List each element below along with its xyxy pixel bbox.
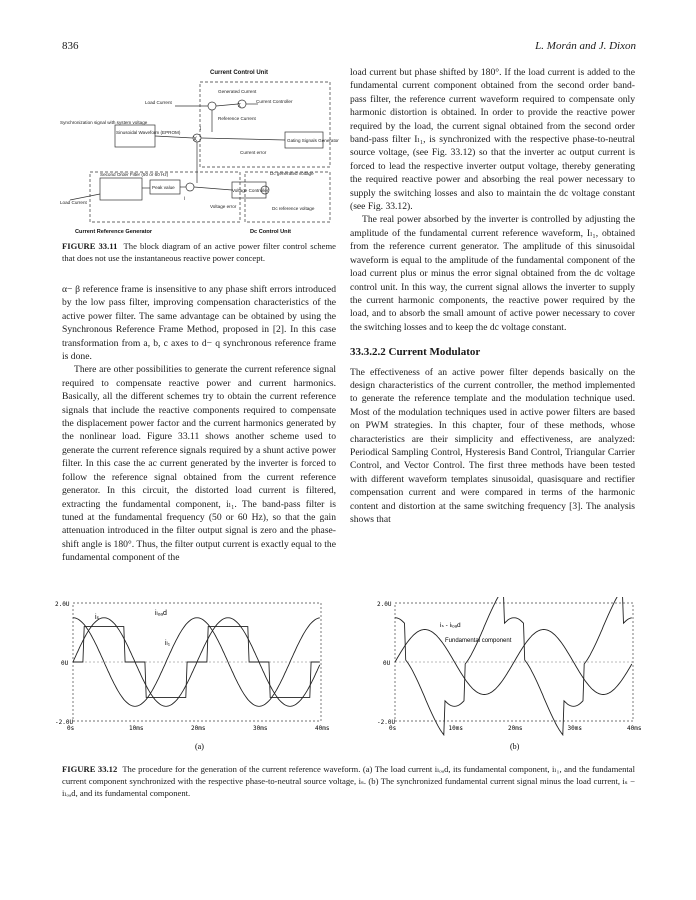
fig11-x: X — [193, 137, 198, 143]
page-number: 836 — [62, 40, 79, 52]
plot-a-ymin: -2.0U — [55, 719, 74, 726]
left-paragraph-1: α− β reference frame is insensitive to any phase shift errors introduced by the low pass filter, improving compensation characteristics of the active power filter. The same advantage can be obtained by using the Synchronous Reference Frame Method, proposed in [2]. In this case transformation from a, b, c axes to d− q synchronous reference frame is done. — [62, 284, 336, 363]
plot-b-xtick-2: 20ms — [508, 725, 523, 732]
figure-33-12-plots — [55, 597, 645, 757]
fig11-title: Current Control Unit — [210, 70, 268, 76]
plot-a-xtick-4: 40ms — [315, 725, 330, 732]
plot-a-xtick-3: 30ms — [253, 725, 268, 732]
plot-b-ymin: -2.0U — [377, 719, 396, 726]
fig11-current-controller: Current Controller — [256, 99, 293, 104]
figure-33-11-caption — [62, 240, 336, 264]
fig11-second-order: Second Order Filter (50 or 60 Hz) — [100, 172, 169, 177]
fig11-gen-label: Current Reference Generator — [75, 229, 153, 235]
fig11-voltage-controller: Voltage Controller — [232, 188, 269, 193]
plot-b-xtick-4: 40ms — [627, 725, 642, 732]
plot-a — [55, 601, 330, 751]
label-is: iₛ — [95, 614, 100, 621]
plot-a-xtick-2: 20ms — [191, 725, 206, 732]
plot-a-xtick-0: 0s — [67, 725, 75, 732]
plot-b-ymax: 2.0U — [377, 601, 392, 608]
fig11-i-fo: i — [200, 126, 202, 132]
fig11-voltage-error: Voltage error — [210, 204, 237, 209]
fig11-dc-reference: Dc reference voltage — [272, 206, 315, 211]
fig12-caption-text: The procedure for the generation of the current reference waveform. (a) The load current iₗₒₐd, its fundamental component, iₗ₁, and the fundamental current component synchronized with the respective phase-to-neutral source voltage, iₛ. (b) The synchronized fundamental current signal minus the load current, iₛ − iₗₒₐd, and its fundamental component. — [62, 764, 636, 798]
fig11-current-error: Current error — [240, 150, 267, 155]
running-head: L. Morán and J. Dixon — [535, 40, 636, 52]
plot-b-xtick-1: 10ms — [448, 725, 463, 732]
right-column — [350, 66, 635, 526]
fig11-dc-unit: Dc Control Unit — [250, 229, 292, 235]
fig11-reference-current: Reference Current — [218, 116, 256, 121]
fig11-sinusoidal: Sinusoidal Waveform (EPROM) — [116, 130, 181, 135]
fig11-load-current: Load Current — [145, 100, 172, 105]
series-diff-line — [395, 597, 632, 735]
fig12-caption-label: FIGURE 33.12 — [62, 764, 118, 774]
fig11-caption-label: FIGURE 33.11 — [62, 241, 118, 251]
fig11-load-current-in: Load Current — [60, 200, 87, 205]
figure-33-12-caption — [62, 763, 635, 799]
label-il1: iₗ₁ — [165, 640, 171, 647]
fig11-caption-text: The block diagram of an active power filter control scheme that does not use the instantaneous reactive power concept. — [62, 241, 336, 263]
plot-b-xtick-0: 0s — [389, 725, 397, 732]
fig11-dc-generated: Dc generated voltage — [270, 171, 314, 176]
label-iload: iₗₒₐd — [155, 610, 167, 617]
label-fundamental: Fundamental component — [445, 638, 512, 644]
plot-b — [377, 597, 642, 751]
right-paragraph-2: The real power absorbed by the inverter is controlled by adjusting the amplitude of the fundamental current reference waveform, Iₗ₁, obtained from the reference current generator. The amplitude of this sinusoidal waveform is equal to the amplitude of the fundamental component of the load current plus or minus the error signal obtained from the dc voltage control unit. In this way, the current signal allows the inverter to supply the current harmonic components, the reactive power required by the load, and to absorb the small amount of active power necessary to cover the switching losses and to keep the dc voltage constant. — [350, 214, 635, 333]
section-heading: 33.3.2.2 Current Modulator — [350, 346, 481, 359]
fig11-sync-signal: Synchronization signal with system voltage — [60, 120, 148, 125]
fig11-gating: Gating Signals Generator — [287, 138, 339, 143]
fig11-sigma: Σ — [238, 103, 242, 109]
plot-b-xtick-3: 30ms — [567, 725, 582, 732]
plot-b-yzero: 0U — [383, 660, 391, 667]
plot-a-ymax: 2.0U — [55, 601, 70, 608]
right-paragraph-3: The effectiveness of an active power filter depends basically on the design characteristics of the current controller, the method implemented to generate the reference template and the modulation technique used. Most of the modulation techniques used in active power filters are based on PWM strategies. In this chapter, four of these methods, whose characteristics are their simplicity and effectiveness, are analyzed: Periodical Sampling Control, Hysteresis Band Control, Triangular Carrier Control, and Vector Control. The first three methods have been tested with different waveform templates sinusoidal, quasisquare and rectifier compensation current and were compared in terms of the harmonic content and distortion at the same switching frequency [3]. The analysis shows that — [350, 366, 635, 525]
left-paragraph-2: There are other possibilities to generate the current reference signal required to compensate reactive power and current harmonics. Basically, all the different schemes try to obtain the current reference signals that include the reactive components required to compensate the displacement power factor and the current harmonics generated by the nonlinear load. Figure 33.11 shows another scheme used to generate the current reference signals required by a shunt active power filter. In this case the ac current generated by the inverter is forced to follow the reference signal obtained from the current reference generator. In this circuit, the distorted load current is filtered, extracting the fundamental component, iₗ₁. The band-pass filter is tuned at the fundamental frequency (50 or 60 Hz), so that the gain attenuation introduced in the filter output signal is zero and the phase-shift angle is 180°. Thus, the filter output current is exactly equal to the fundamental component of the — [62, 364, 336, 564]
fig11-generated-current: Generated Current — [218, 89, 257, 94]
fig11-i-l: i — [184, 196, 186, 202]
left-column — [62, 283, 336, 565]
plot-a-xtick-1: 10ms — [129, 725, 144, 732]
right-paragraph-1: load current but phase shifted by 180°. If the load current is added to the fundamental current component obtained from the second order band-pass filter, the reference current waveform required to compensate only harmonic distortion is obtained. In order to provide the reactive power required by the load, the current signal obtained from the second order band-pass filter Iₗ₁, is synchronized with the respective phase-to-neutral source voltage, (see Fig. 33.12) so that the inverter ac output current is forced to lead the respective inverter output voltage, thereby generating the required reactive power and absorbing the real power necessary to supply the switching losses and also to maintain the dc voltage constant (see Fig. 33.12). — [350, 67, 635, 213]
plot-b-sublabel: (b) — [510, 742, 520, 751]
label-diff: iₛ - iₗₒₐd — [440, 622, 461, 629]
plot-a-yzero: 0U — [61, 660, 69, 667]
figure-33-11-diagram — [60, 62, 340, 237]
plot-a-sublabel: (a) — [195, 742, 204, 751]
fig11-peak-value: Peak value — [152, 185, 175, 190]
